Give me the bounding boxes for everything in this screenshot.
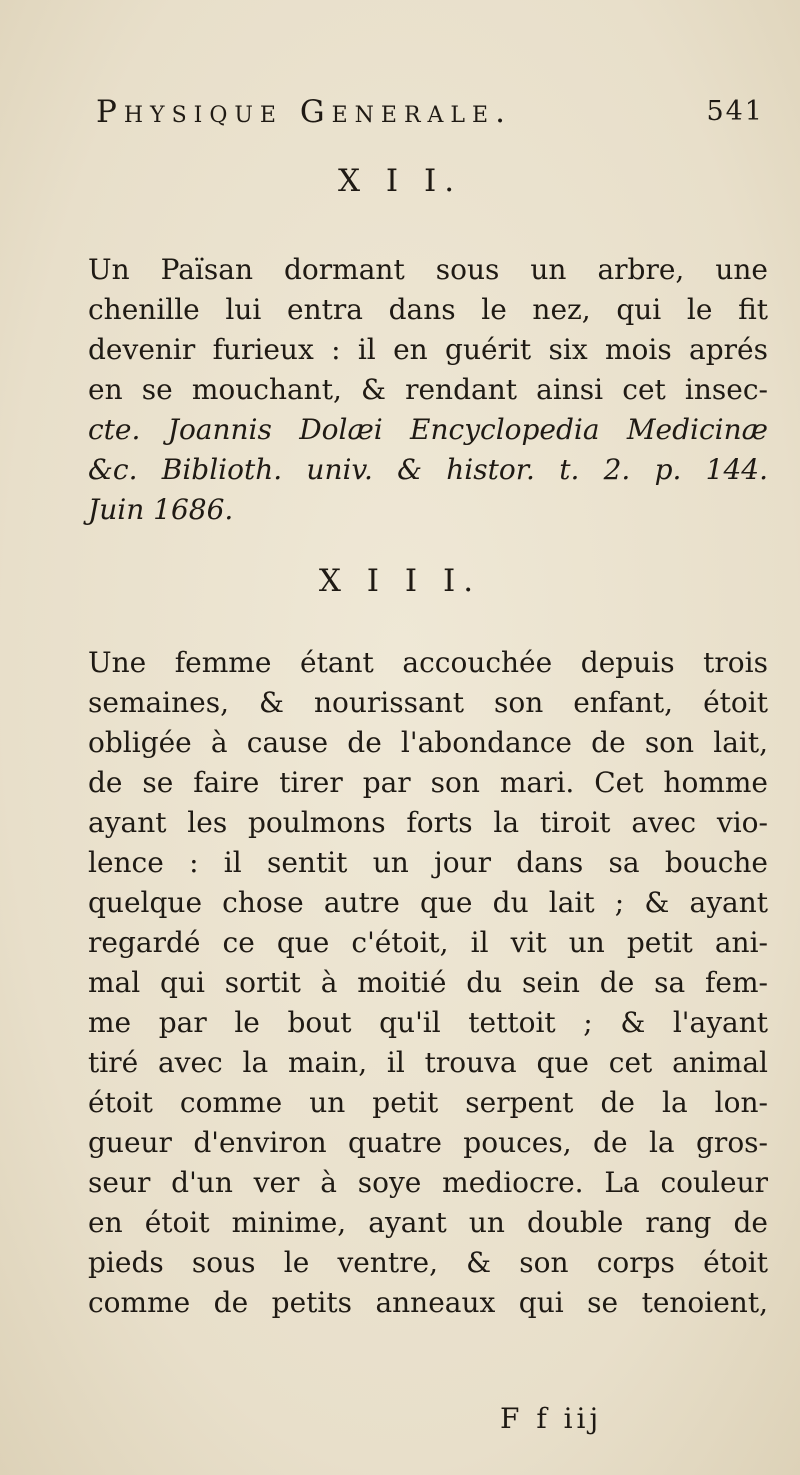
text-line: pieds sous le ventre, & son corps étoit [88,1246,768,1279]
text-line: tiré avec la main, il trouva que cet animal [88,1046,768,1079]
text-line: en étoit minime, ayant un double rang de [88,1206,768,1239]
text-line: regardé ce que c'étoit, il vit un petit ani- [88,926,768,959]
text-line: chenille lui entra dans le nez, qui le fit [88,293,768,326]
page-number: 541 [706,96,764,127]
running-head [96,94,764,134]
text-line: lence : il sentit un jour dans sa bouche [88,846,768,879]
text-line: gueur d'environ quatre pouces, de la gros- [88,1126,768,1159]
text-line: devenir furieux : il en guérit six mois aprés [88,333,768,366]
text-line: semaines, & nourissant son enfant, étoit [88,686,768,719]
text-line: Une femme étant accouchée depuis trois [88,646,768,679]
section-heading-xiii: X I I I. [318,563,482,599]
text-line: Un Païsan dormant sous un arbre, une [88,253,768,286]
text-line: obligée à cause de l'abondance de son lait, [88,726,768,759]
text-line: en se mouchant, & rendant ainsi cet insec- [88,373,768,406]
section-heading-xii: X I I. [337,163,463,199]
text-line: ayant les poulmons forts la tiroit avec vio- [88,806,768,839]
text-line: quelque chose autre que du lait ; & ayant [88,886,768,919]
citation-line: cte. Joannis Dolæi Encyclopedia Medicinæ [88,413,768,446]
text-line: seur d'un ver à soye mediocre. La couleur [88,1166,768,1199]
text-line: mal qui sortit à moitié du sein de sa fem- [88,966,768,999]
text-line: comme de petits anneaux qui se tenoient, [88,1286,768,1319]
text-line: me par le bout qu'il tettoit ; & l'ayant [88,1006,768,1039]
paragraph-xiii [88,643,768,1323]
signature-mark: F f iij [500,1402,603,1435]
text-line: étoit comme un petit serpent de la lon- [88,1086,768,1119]
citation-line: Juin 1686. [88,493,234,526]
citation-line: &c. Biblioth. univ. & histor. t. 2. p. 144. [88,453,768,486]
paragraph-xii [88,250,768,530]
text-line: de se faire tirer par son mari. Cet homme [88,766,768,799]
running-title: Physique Generale. [96,94,512,130]
